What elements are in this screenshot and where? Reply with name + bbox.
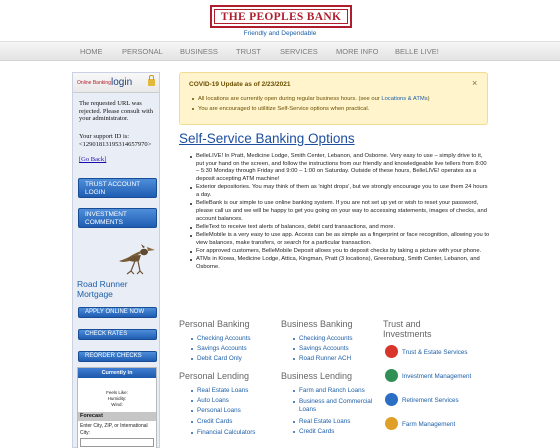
nav-services[interactable]: SERVICES <box>280 47 318 56</box>
farm-icon <box>385 417 398 430</box>
login-header <box>73 73 159 93</box>
alert-title: COVID-19 Update as of 2/23/2021 <box>189 81 291 88</box>
trust-investments-heading: Trust and Investments <box>383 319 432 339</box>
weather-feels-like: Feels Like: <box>106 390 128 395</box>
lock-icon <box>148 79 155 86</box>
nav-trust[interactable]: TRUST <box>236 47 261 56</box>
business-credit-cards-link[interactable]: Credit Cards <box>299 428 335 435</box>
list-item: Exterior depositories. You may think of them as 'night drops', but we strongly encourage you to use them 24 hours a day. <box>196 184 490 199</box>
alert-line-hours <box>198 96 430 102</box>
trust-estate-link[interactable]: Trust & Estate Services <box>402 349 468 356</box>
list-item: ATMs in Kiowa, Medicine Lodge, Attica, Kingman, Pratt (3 locations), Greensburg, Smith Center, Lebanon, and Osborne. <box>196 256 490 271</box>
site-header <box>0 0 560 40</box>
business-commercial-loans-link[interactable]: Business and Commercial Loans <box>299 398 379 414</box>
page-title[interactable]: Self-Service Banking Options <box>179 131 355 146</box>
logo-text: THE PEOPLES BANK <box>220 11 342 23</box>
auto-loans-link[interactable]: Auto Loans <box>197 397 229 404</box>
reorder-checks-button[interactable]: REORDER CHECKS <box>78 351 157 362</box>
self-service-list <box>196 153 490 272</box>
main-nav <box>0 41 560 61</box>
weather-widget <box>77 367 157 448</box>
farm-management-link[interactable]: Farm Management <box>402 421 456 428</box>
sidebar <box>72 72 160 448</box>
bank-logo[interactable] <box>210 5 352 28</box>
roadrunner-icon <box>117 241 157 277</box>
personal-checking-link[interactable]: Checking Accounts <box>197 335 251 342</box>
retirement-icon <box>385 393 398 406</box>
nav-home[interactable]: HOME <box>80 47 103 56</box>
business-savings-link[interactable]: Savings Accounts <box>299 345 349 352</box>
login-label[interactable]: login <box>111 77 133 88</box>
list-item: BelleLIVE! In Pratt, Medicine Lodge, Smith Center, Lebanon, and Osborne. Very easy to use – simply drive to it, put your hand on the screen, and follow the instructions from our friendly and knowledgeable live tellers from 8:00 – 5:30 Monday through Friday and 9:00 – 1:00 on Saturday. Outside of these hours, BelleLIVE! operates as a deposit accepting ATM machine! <box>196 153 490 184</box>
covid-alert <box>179 72 488 125</box>
investment-management-link[interactable]: Investment Management <box>402 373 472 380</box>
nav-more-info[interactable]: MORE INFO <box>336 47 379 56</box>
business-checking-link[interactable]: Checking Accounts <box>299 335 353 342</box>
personal-banking-heading: Personal Banking <box>179 319 250 329</box>
nav-personal[interactable]: PERSONAL <box>122 47 163 56</box>
go-back-link[interactable]: [Go Back] <box>79 156 107 163</box>
weather-humidity: Humidity: <box>107 396 127 401</box>
weather-wind: Wind: <box>111 402 123 407</box>
forecast-header: Forecast <box>78 412 156 421</box>
list-item: BelleBank is our simple to use online banking system. If you are not set up yet or wish to reset your password, please call us and we will be happy to get you going on your way to accessing statements, images of checks, and account balances. <box>196 200 490 223</box>
trust-account-login-button[interactable]: TRUST ACCOUNT LOGIN <box>78 178 157 198</box>
rejected-message: The requested URL was rejected. Please consult with your administrator. <box>79 100 154 123</box>
personal-credit-cards-link[interactable]: Credit Cards <box>197 418 233 425</box>
list-item: BelleMobile is a very easy to use app. Access can be as simple as a fingerprint or face recognition, allowing you to view balances, make transfers, or search for a particular transaction. <box>196 232 490 246</box>
support-id-text: Your support ID is: <12901813195314657970> <box>79 133 152 148</box>
road-runner-ach-link[interactable]: Road Runner ACH <box>299 355 352 362</box>
farm-ranch-loans-link[interactable]: Farm and Ranch Loans <box>299 387 365 394</box>
close-icon[interactable]: × <box>472 78 478 88</box>
nav-business[interactable]: BUSINESS <box>180 47 218 56</box>
forecast-label: Enter City, ZIP, or International City: <box>80 423 148 436</box>
retirement-services-link[interactable]: Retirement Services <box>402 397 459 404</box>
debit-card-only-link[interactable]: Debit Card Only <box>197 355 242 362</box>
personal-savings-link[interactable]: Savings Accounts <box>197 345 247 352</box>
list-item: For approved customers, BelleMobile Deposit allows you to deposit checks by taking a picture with your phone. <box>196 248 490 256</box>
forecast-city-input[interactable] <box>80 438 154 447</box>
financial-calculators-link[interactable]: Financial Calculators <box>197 429 256 436</box>
business-lending-heading: Business Lending <box>281 371 353 381</box>
personal-real-estate-loans-link[interactable]: Real Estate Loans <box>197 387 249 394</box>
online-banking-label: Online Banking <box>77 80 111 86</box>
personal-lending-heading: Personal Lending <box>179 371 250 381</box>
personal-loans-link[interactable]: Personal Loans <box>197 407 241 414</box>
weather-header: Currently in <box>78 368 156 378</box>
alert-hours-text: All locations are currently open during regular business hours. (see our <box>198 96 382 102</box>
investment-comments-button[interactable]: INVESTMENT COMMENTS <box>78 208 157 228</box>
alert-hours-close-paren: ) <box>427 96 430 102</box>
alert-line-self-service: You are encouraged to utilitize Self-Service options when practical. <box>198 106 370 112</box>
nav-belle-live[interactable]: BELLE LIVE! <box>395 47 439 56</box>
list-item: BelleText to receive text alerts of balances, debit card transactions, and more. <box>196 224 490 232</box>
trust-estate-icon <box>385 345 398 358</box>
business-banking-heading: Business Banking <box>281 319 353 329</box>
check-rates-button[interactable]: CHECK RATES <box>78 329 157 340</box>
tagline: Friendly and Dependable <box>243 30 317 37</box>
locations-atms-link[interactable]: Locations & ATMs <box>381 96 428 102</box>
apply-online-button[interactable]: APPLY ONLINE NOW <box>78 307 157 318</box>
investment-icon <box>385 369 398 382</box>
business-real-estate-loans-link[interactable]: Real Estate Loans <box>299 418 351 425</box>
road-runner-mortgage-title[interactable]: Road Runner Mortgage <box>77 279 128 299</box>
